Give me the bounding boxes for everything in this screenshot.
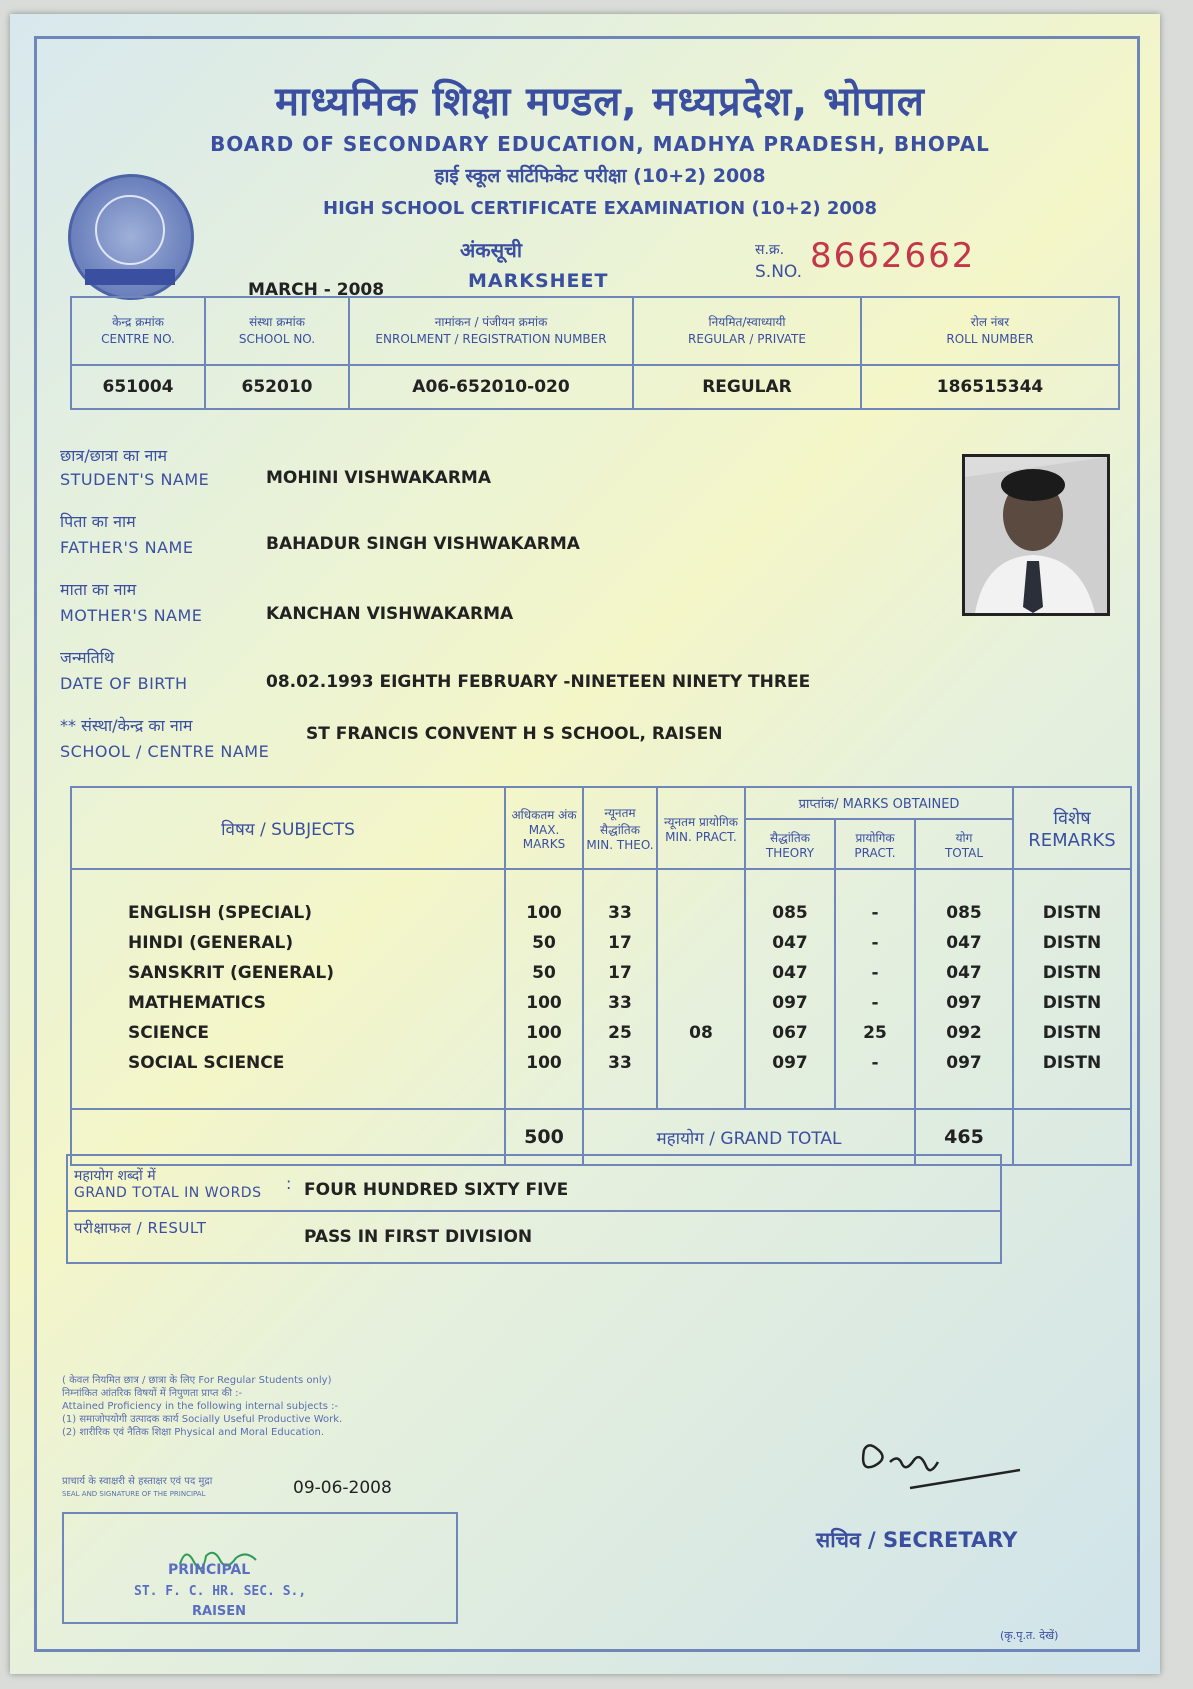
principal-stamp-line2: ST. F. C. HR. SEC. S.,: [134, 1584, 307, 1599]
roll-number-value: 186515344: [861, 365, 1119, 409]
mother-name-label-hindi: माता का नाम: [60, 580, 137, 599]
board-title-hindi: माध्यमिक शिक्षा मण्डल, मध्यप्रदेश, भोपाल: [275, 79, 925, 125]
pto-note: (कृ.पृ.त. देखें): [1000, 1629, 1059, 1642]
subject-list: [71, 869, 505, 1109]
max-total: 500: [505, 1109, 583, 1165]
max-marks-header: अधिकतम अंक MAX. MARKS: [505, 787, 583, 869]
marks-obtained-header: प्राप्तांक/ MARKS OBTAINED: [745, 787, 1013, 819]
enrolment-value: A06-652010-020: [349, 365, 633, 409]
student-name-label: STUDENT'S NAME: [60, 470, 210, 489]
board-emblem-icon: [68, 174, 194, 300]
session-label: MARCH - 2008: [248, 280, 385, 300]
words-label-cell: [67, 1155, 285, 1211]
school-name-label: SCHOOL / CENTRE NAME: [60, 742, 270, 761]
centre-no-value: 651004: [71, 365, 205, 409]
min-practical-column: 08: [657, 869, 745, 1109]
secretary-signature-icon: [850, 1432, 1040, 1502]
remarks-column: DISTN DISTN DISTN DISTN DISTN DISTN: [1013, 869, 1131, 1109]
father-name-label: FATHER'S NAME: [60, 538, 194, 557]
principal-seal-box: [62, 1512, 458, 1624]
result-value: PASS IN FIRST DIVISION: [303, 1211, 1001, 1263]
remarks-header: विशेष REMARKS: [1013, 787, 1131, 869]
centre-no-header: केन्द्र क्रमांक CENTRE NO.: [71, 297, 205, 365]
school-name: ST FRANCIS CONVENT H S SCHOOL, RAISEN: [306, 724, 723, 744]
min-theory-column: 33 17 17 33 25 33: [583, 869, 657, 1109]
dob-label: DATE OF BIRTH: [60, 674, 188, 693]
school-no-header: संस्था क्रमांक SCHOOL NO.: [205, 297, 349, 365]
roll-number-header: रोल नंबर ROLL NUMBER: [861, 297, 1119, 365]
min-theory-header: न्यूनतम सैद्धांतिक MIN. THEO.: [583, 787, 657, 869]
secretary-label: सचिव / SECRETARY: [816, 1528, 1018, 1552]
issue-date: 09-06-2008: [293, 1478, 392, 1498]
total-header: योग TOTAL: [915, 819, 1013, 869]
principal-stamp-line3: RAISEN: [192, 1604, 247, 1619]
subject-name: HINDI (GENERAL): [128, 933, 294, 953]
theory-column: 085 047 047 097 067 097: [745, 869, 835, 1109]
enrolment-header: नामांकन / पंजीयन क्रमांक ENROLMENT / REGISTRATION NUMBER: [349, 297, 633, 365]
subject-name: SANSKRIT (GENERAL): [128, 963, 335, 983]
date-of-birth: 08.02.1993 EIGHTH FEBRUARY -NINETEEN NINETY THREE: [266, 672, 811, 692]
serial-label-hindi: स.क्र.: [755, 242, 785, 258]
words-label: GRAND TOTAL IN WORDS: [74, 1184, 262, 1201]
practical-column: - - - - 25 -: [835, 869, 915, 1109]
total-column: 085 047 047 097 092 097: [915, 869, 1013, 1109]
student-name: MOHINI VISHWAKARMA: [266, 468, 491, 488]
proficiency-note: ( केवल नियमित छात्र / छात्रा के लिए For Regular Students only) निम्नांकित आंतरिक विषयों में निपुणता प्राप्त की :- Attained Proficiency in the following internal subjects :- (1) समाजोपयोगी उत्पादक कार्य Socially Useful Productive Work. (2) शारीरिक एवं नैतिक शिक्षा Physical and Moral Education.: [62, 1375, 343, 1438]
grand-total: 465: [915, 1109, 1013, 1165]
subject-name: SCIENCE: [128, 1023, 209, 1043]
practical-header: प्रायोगिक PRACT.: [835, 819, 915, 869]
school-no-value: 652010: [205, 365, 349, 409]
theory-header: सैद्धांतिक THEORY: [745, 819, 835, 869]
mother-name: KANCHAN VISHWAKARMA: [266, 604, 514, 624]
marks-table: [70, 786, 1132, 1166]
regular-private-value: REGULAR: [633, 365, 861, 409]
student-name-label-hindi: छात्र/छात्रा का नाम: [60, 446, 168, 465]
seal-label: प्राचार्य के स्वाक्षरी से हस्ताक्षर एवं पद मुद्रा SEAL AND SIGNATURE OF THE PRINCIPAL: [62, 1476, 213, 1498]
subject-name: ENGLISH (SPECIAL): [128, 903, 312, 923]
subjects-header: विषय / SUBJECTS: [71, 787, 505, 869]
school-name-label-hindi: ** संस्था/केन्द्र का नाम: [60, 716, 193, 735]
serial-number: 8662662: [810, 236, 976, 276]
regular-private-header: नियमित/स्वाध्यायी REGULAR / PRIVATE: [633, 297, 861, 365]
marksheet-title-hindi: अंकसूची: [460, 238, 523, 262]
marks-rows: [71, 869, 1131, 1109]
student-photo: [962, 454, 1110, 616]
marksheet-title: MARKSHEET: [468, 270, 609, 292]
min-practical-header: न्यूनतम प्रायोगिक MIN. PRACT.: [657, 787, 745, 869]
serial-label: S.NO.: [755, 262, 803, 282]
id-table: [70, 296, 1120, 410]
father-name-label-hindi: पिता का नाम: [60, 512, 136, 531]
subject-name: MATHEMATICS: [128, 993, 266, 1013]
exam-title-hindi: हाई स्कूल सर्टिफिकेट परीक्षा (10+2) 2008: [434, 165, 766, 187]
marksheet-document: [10, 14, 1160, 1674]
principal-stamp-line1: PRINCIPAL: [168, 1562, 251, 1578]
grand-total-label: महायोग / GRAND TOTAL: [583, 1109, 915, 1165]
result-label: परीक्षाफल / RESULT: [74, 1219, 207, 1237]
board-title: BOARD OF SECONDARY EDUCATION, MADHYA PRADESH, BHOPAL: [210, 132, 990, 156]
grand-total-words: FOUR HUNDRED SIXTY FIVE: [303, 1155, 1001, 1211]
dob-label-hindi: जन्मतिथि: [60, 648, 115, 667]
exam-title: HIGH SCHOOL CERTIFICATE EXAMINATION (10+2) 2008: [323, 198, 877, 219]
words-label-hindi: महायोग शब्दों में: [74, 1167, 156, 1184]
result-label-cell: [67, 1211, 303, 1263]
mother-name-label: MOTHER'S NAME: [60, 606, 203, 625]
subject-name: SOCIAL SCIENCE: [128, 1053, 285, 1073]
summary-table: [66, 1154, 1002, 1264]
max-marks-column: 100 50 50 100 100 100: [505, 869, 583, 1109]
father-name: BAHADUR SINGH VISHWAKARMA: [266, 534, 580, 554]
words-separator: :: [285, 1155, 303, 1211]
